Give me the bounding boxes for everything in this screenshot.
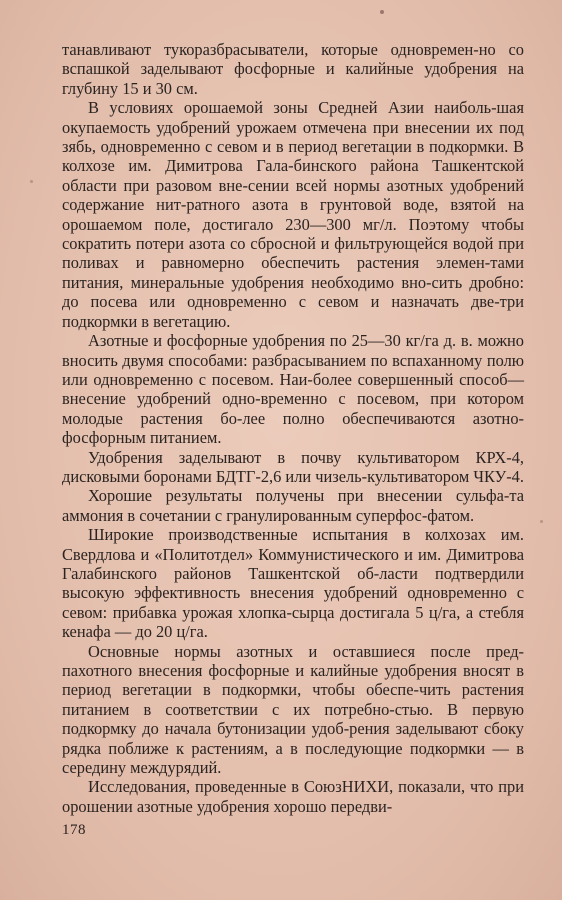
paper-stain bbox=[30, 180, 33, 183]
paragraph-3: Азотные и фосфорные удобрения по 25—30 кг/га д. в. можно вносить двумя способами: разбрасыванием по вспаханному полю или одновременно с посевом. Наи-более совершенный способ—внесение удобрений одно-временно с посевом, при котором молодые растения бо-лее полно обеспечиваются азотно-фосфорным питанием. bbox=[62, 331, 524, 448]
paper-stain bbox=[540, 520, 543, 523]
paragraph-4: Удобрения заделывают в почву культиватором КРХ-4, дисковыми боронами БДТГ-2,6 или чизель-культиватором ЧКУ-4. bbox=[62, 447, 524, 486]
body-text bbox=[62, 40, 524, 816]
page-number: 178 bbox=[62, 822, 86, 838]
paragraph-1: танавливают тукоразбрасыватели, которые одновремен-но со вспашкой заделывают фосфорные и калийные удобрения на глубину 15 и 30 см. bbox=[62, 40, 524, 98]
print-mark bbox=[380, 10, 384, 14]
paragraph-6: Широкие производственные испытания в колхозах им. Свердлова и «Политотдел» Коммунистического и им. Димитрова Галабинского районов Ташкентской об-ласти подтвердили высокую эффективность внесения удобрений одновременно с севом: прибавка урожая хлопка-сырца достигала 5 ц/га, а стебля кенафа — до 20 ц/га. bbox=[62, 525, 524, 642]
paragraph-2: В условиях орошаемой зоны Средней Азии наиболь-шая окупаемость удобрений урожаем отмечена при внесении их под зябь, одновременно с севом и в период вегетации в подкормки. В колхозе им. Димитрова Гала-бинского района Ташкентской области при разовом вне-сении всей нормы азотных удобрений содержание нит-ратного азота в грунтовой воде, взятой на орошаемом поле, достигало 230—300 мг/л. Поэтому чтобы сократить потери азота со сбросной и фильтрующейся водой при поливах и равномерно обеспечить растения элемен-тами питания, минеральные удобрения необходимо вно-сить дробно: до посева или одновременно с севом и назначать две-три подкормки в вегетацию. bbox=[62, 98, 524, 331]
paragraph-8: Исследования, проведенные в СоюзНИХИ, показали, что при орошении азотные удобрения хорошо передви- bbox=[62, 777, 524, 816]
paragraph-7: Основные нормы азотных и оставшиеся после пред-пахотного внесения фосфорные и калийные удобрения вносят в период вегетации в подкормки, чтобы обеспе-чить растения питанием в соответствии с их потребно-стью. В первую подкормку до начала бутонизации удоб-рения заделывают сбоку рядка поближе к растениям, а в последующие подкормки — в середину междурядий. bbox=[62, 641, 524, 778]
paragraph-5: Хорошие результаты получены при внесении сульфа-та аммония в сочетании с гранулированным суперфос-фатом. bbox=[62, 486, 524, 525]
